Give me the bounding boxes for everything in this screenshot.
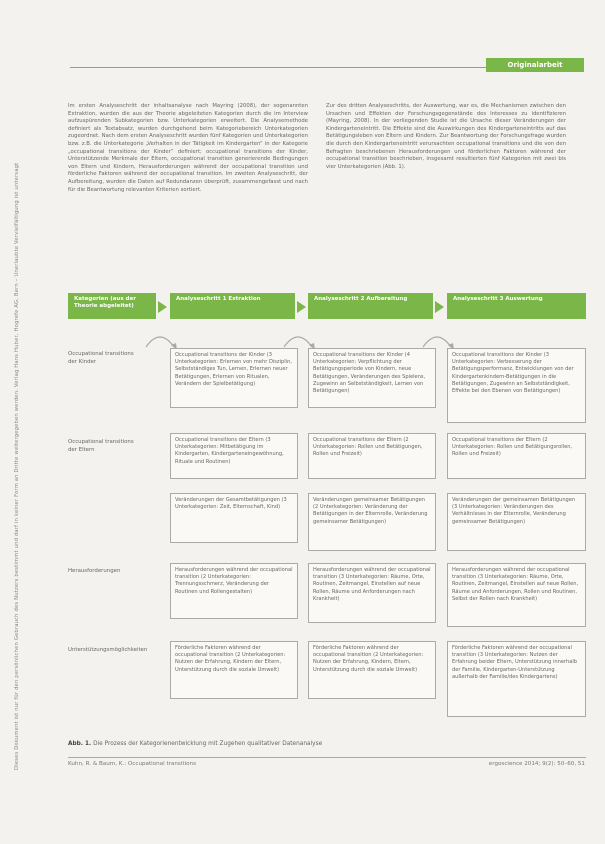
arrow-right-icon bbox=[297, 301, 306, 313]
cell-auswertung: Veränderungen der gemeinsamen Betätigungen (3 Unterkategorien: Veränderungen des Verhältnisses in der Elternrolle, Veränderung gemeinsamer Betätigungen) bbox=[447, 493, 586, 551]
arrow-right-icon bbox=[435, 301, 444, 313]
arrow-right-icon bbox=[158, 301, 167, 313]
text-column-right: Zur des dritten Analyseschritts, der Auswertung, war es, die Mechanismen zwischen den Ursachen und Effekten der Forschungsgegenstände des Interesses zu identifizieren (Mayring, 2008). In der vorliegenden Studie ist die Ursache dieser Veränderungen der Kindergarteneintritt. Die Effekte sind die Auswirkungen des Kindergarteneintritts auf das Betätigungsleben von Eltern und Kindern. Zur Beantwortung der Forschungsfrage wurden die durch den Kindergarteneintritt verursachten occupational transitions und die von den Befragten beschriebenen Herausforderungen und förderlichen Faktoren während der occupational transition beschrieben, insgesamt resultierten fünf Kategorien mit zwei bis vier Unterkategorien (Abb. 1). bbox=[326, 103, 566, 170]
cell-extraction: Herausforderungen während der occupational transition (2 Unterkategorien: Trennungsschmerz, Veränderung der Routinen und Rollengestalten) bbox=[170, 563, 298, 619]
cell-auswertung: Herausforderungen während der occupational transition (3 Unterkategorien: Räume, Orte, Routinen, Zeitmangel, Einstellen auf neue Rollen, Räume und Anforderungen, Rollen und Routinen, Selbst der Rollen nach Krankheit) bbox=[447, 563, 586, 627]
row-label: Occupational transitions der Kinder bbox=[68, 351, 134, 365]
figure-category-flow bbox=[68, 293, 586, 723]
cell-aufbereitung: Förderliche Faktoren während der occupational transition (2 Unterkategorien: Nutzen der Erfahrung, Kindern, Eltern, Unterstützung durch die soziale Umwelt) bbox=[308, 641, 436, 699]
text-column-left: Im ersten Analyseschritt der inhaltsanalyse nach Mayring (2008), der sogenannten Extraktion, wurden die aus der Theorie abgeleiteten Kategorien durch die im Interview aufzuspürenden Subkategorien bzw. Unterkategorien erweitert. Die Analysemethode definiert als Textabsatz, wurden durchgehend beim Kategoriebereich Unterkategorien zugeordnet. Nach dem ersten Analyseschritt wurden fünf Kategorien und Unterkategorien bzw. z.B. die Unterkategorie „Verhalten in der Tätigkeit im Kindergarten“ in der Kategorie „occupational transitions der Kinder“ definiert; occupational transitions der Kinder, Unterstützende Merkmale der Eltern, occupational transition generierende Bedingungen von Eltern und Kindern, Herausforderungen während der occupational transition und förderliche Faktoren während der occupational transition. Im zweiten Analyseschritt, der Aufbereitung, wurden die Daten auf Redundanzen überprüft, zusammengefasst und nach für die Beantwortung relevanten Kriterien sortiert. bbox=[68, 103, 308, 193]
cell-auswertung: Förderliche Faktoren während der occupational transition (3 Unterkategorien: Nutzen der Erfahrung beider Eltern, Unterstützung innerhalb der Familie, Kindergarten-Unterstützung außerhalb der Familie/des Kindergartens) bbox=[447, 641, 586, 717]
cell-extraction: Förderliche Faktoren während der occupational transition (2 Unterkategorien: Nutzen der Erfahrung, Kindern der Eltern, Unterstützung durch die soziale Umwelt) bbox=[170, 641, 298, 699]
cell-auswertung: Occupational transitions der Kinder (3 Unterkategorien: Verbesserung der Betätigungsperformanz, Entwicklungen von der Kindergartenkindern-Betätigungen in die Betätigungen, Zugewinn an Selbstständigkeit, Effekte bei den Ebenen von Betätigungen) bbox=[447, 348, 586, 423]
footer-rule bbox=[68, 757, 586, 758]
cell-aufbereitung: Occupational transitions der Kinder (4 Unterkategorien: Verpflichtung der Betätigungsperiode von Kindern, neue Betätigungen, Veränderungen des Spielens, Zugewinn an Selbstständigkeit, Lernen von Betätigungen) bbox=[308, 348, 436, 408]
header-rule bbox=[70, 67, 486, 68]
cell-aufbereitung: Veränderungen gemeinsamer Betätigungen (2 Unterkategorien: Veränderung der Betätigungen in der Elternrolle, Veränderung gemeinsamer Betätigungen) bbox=[308, 493, 436, 551]
cell-extraction: Veränderungen der Gesamtbetätigungen (3 Unterkategorien: Zeit, Elternschaft, Kind) bbox=[170, 493, 298, 543]
section-badge: Originalarbeit bbox=[486, 58, 584, 72]
footer-right: ergoscience 2014; 9(2): 50–60, 51 bbox=[488, 761, 585, 767]
cell-extraction: Occupational transitions der Eltern (3 Unterkategorien: Mitbetätigung im Kindergarten, Kindergarteneingewöhnung, Rituale und Routinen) bbox=[170, 433, 298, 479]
header-step3: Analyseschritt 3 Auswertung bbox=[447, 293, 586, 319]
cell-aufbereitung: Occupational transitions der Eltern (2 Unterkategorien: Rollen und Betätigungen, Rollen und Freizeit) bbox=[308, 433, 436, 479]
row-label: Herausforderungen bbox=[68, 568, 121, 574]
header-categories: Kategorien (aus der Theorie abgeleitet) bbox=[68, 293, 156, 319]
figure-caption: Abb. 1. Die Prozess der Kategorienentwicklung mit Zugehen qualitativer Datenanalyse bbox=[68, 741, 323, 747]
row-label: Unterstützungsmöglichkeiten bbox=[68, 647, 148, 653]
cell-aufbereitung: Herausforderungen während der occupational transition (3 Unterkategorien: Räume, Orte, Routinen, Zeitmangel, Einstellen auf neue Rollen, Räume und Anforderungen nach Krankheit) bbox=[308, 563, 436, 623]
header-step2: Analyseschritt 2 Aufbereitung bbox=[308, 293, 433, 319]
side-notice: Dieses Dokument ist nur für den persönlichen Gebrauch des Nutzers bestimmt und darf in keiner Form an Dritte weitergegeben werden. Verlag Hans Huber, Hogrefe AG, Bern – Unerlaubte Vervielfältigung ist untersagt bbox=[14, 162, 20, 770]
footer-left: Kuhn, R. & Baum, K.: Occupational transitions bbox=[68, 761, 197, 767]
row-label: Occupational transitions der Eltern bbox=[68, 439, 134, 453]
cell-extraction: Occupational transitions der Kinder (3 Unterkategorien: Erlernen von mehr Disziplin, Selbstständiges Tun, Lernen, Erlernen neuer Betätigungen, Erlernen von Ritualen, Verändern der Spielbetätigung) bbox=[170, 348, 298, 408]
cell-auswertung: Occupational transitions der Eltern (2 Unterkategorien: Rollen und Betätigungsrollen, Rollen und Freizeit) bbox=[447, 433, 586, 479]
header-step1: Analyseschritt 1 Extraktion bbox=[170, 293, 295, 319]
